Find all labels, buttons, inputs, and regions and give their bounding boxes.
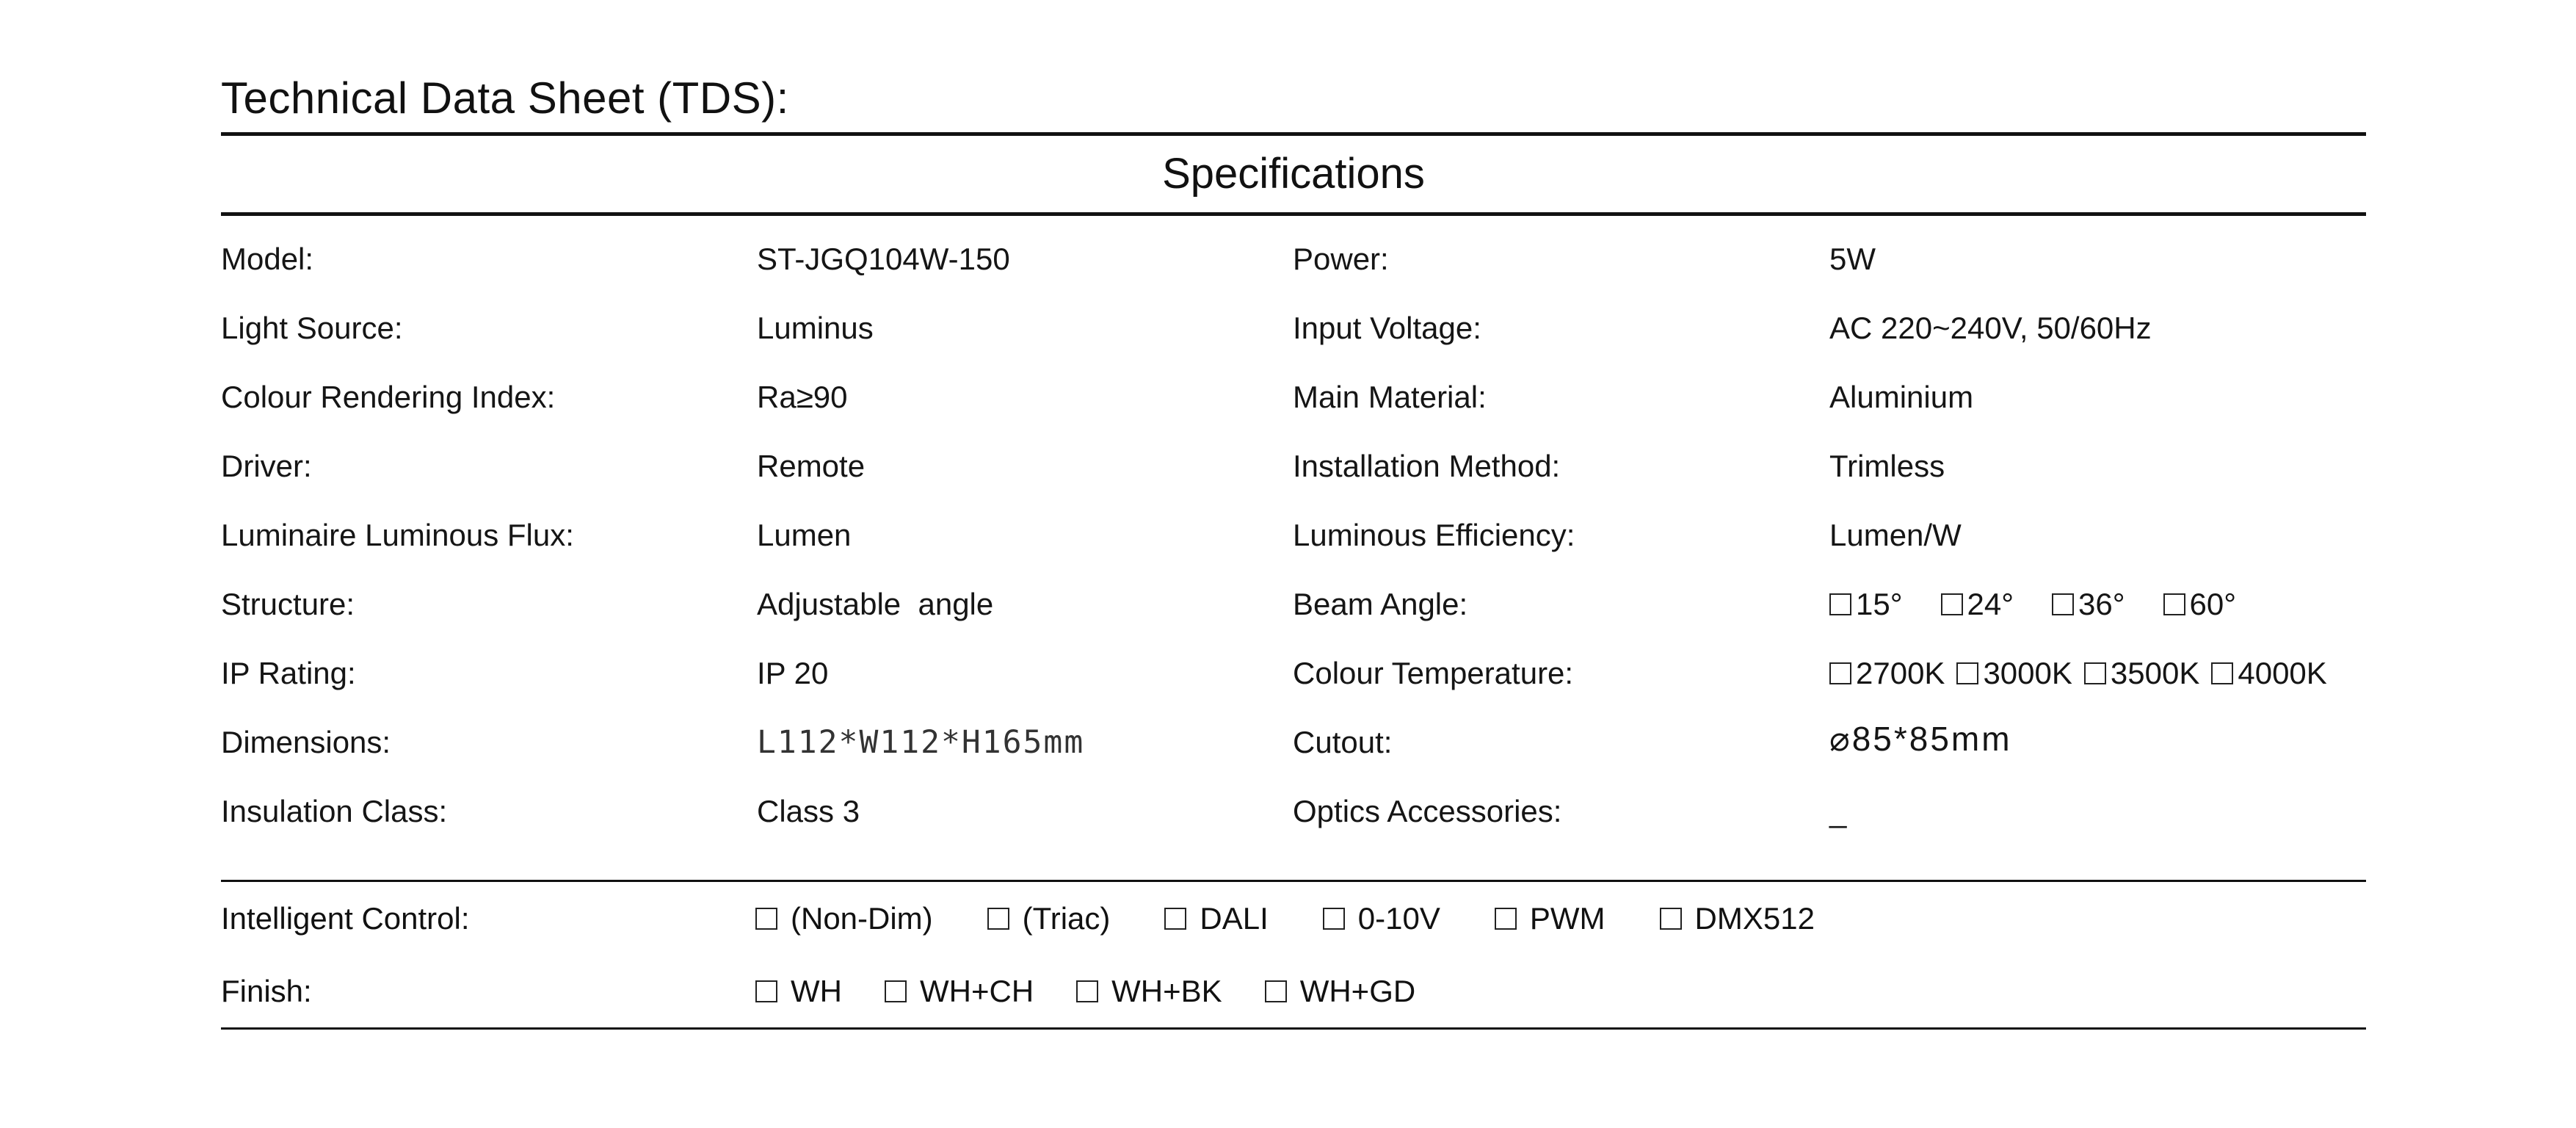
spec-value-luminous-flux: Lumen <box>757 518 852 552</box>
option-label: 36° <box>2078 587 2125 621</box>
finish-option-wh-ch[interactable] <box>885 974 1034 1009</box>
spec-label-main-material: Main Material: <box>1293 380 1487 414</box>
spec-value-insulation-class: Class 3 <box>757 794 860 828</box>
option-label: WH+CH <box>919 974 1034 1008</box>
intelligent-control-row <box>221 882 2366 955</box>
finish-option-wh[interactable] <box>755 974 842 1009</box>
spec-value-cri: Ra≥90 <box>757 380 848 414</box>
heading-divider <box>221 212 2366 216</box>
option-label: 4000K <box>2238 656 2327 690</box>
checkbox[interactable] <box>2084 662 2106 684</box>
control-option-pwm[interactable] <box>1495 901 1606 936</box>
control-option-triac[interactable] <box>987 901 1111 936</box>
spec-value-structure: Adjustable angle <box>757 587 994 621</box>
colour-temperature-options <box>1829 639 2366 708</box>
option-label: 15° <box>1856 587 1903 621</box>
finish-option-wh-bk[interactable] <box>1076 974 1222 1009</box>
spec-value-power: 5W <box>1829 242 1876 276</box>
specifications-heading: Specifications <box>1162 150 1425 198</box>
spec-value-cutout: ⌀85*85mm <box>1829 720 2012 758</box>
finish-options <box>755 974 1415 1009</box>
checkbox[interactable] <box>1941 593 1963 615</box>
beam-angle-option[interactable] <box>2052 570 2125 639</box>
spec-label-power: Power: <box>1293 242 1389 276</box>
spec-value-luminous-efficiency: Lumen/W <box>1829 518 1962 552</box>
control-option-dmx512[interactable] <box>1660 901 1815 936</box>
spec-value-light-source: Luminus <box>757 311 874 345</box>
spec-value-optics-accessories: _ <box>1829 794 1847 828</box>
colour-temperature-option[interactable] <box>1829 639 1945 708</box>
colour-temperature-option[interactable] <box>1956 639 2072 708</box>
option-label: 24° <box>1967 587 2014 621</box>
checkbox[interactable] <box>1323 908 1345 930</box>
control-option-dali[interactable] <box>1164 901 1268 936</box>
checkbox[interactable] <box>1495 908 1517 930</box>
option-label: DMX512 <box>1694 901 1815 936</box>
beam-angle-option[interactable] <box>1941 570 2014 639</box>
spec-value-input-voltage: AC 220~240V, 50/60Hz <box>1829 311 2152 345</box>
control-option-non-dim[interactable] <box>755 901 933 936</box>
finish-option-wh-gd[interactable] <box>1265 974 1416 1009</box>
spec-label-dimensions: Dimensions: <box>221 725 391 759</box>
intelligent-control-options <box>755 901 1815 936</box>
spec-label-installation-method: Installation Method: <box>1293 449 1561 483</box>
spacer <box>221 846 2366 880</box>
option-label: WH+BK <box>1111 974 1222 1008</box>
checkbox[interactable] <box>755 980 777 1002</box>
option-label: 3500K <box>2110 656 2200 690</box>
option-label: WH+GD <box>1299 974 1416 1008</box>
spec-label-colour-temperature: Colour Temperature: <box>1293 656 1574 690</box>
spec-value-driver: Remote <box>757 449 866 483</box>
beam-angle-option[interactable] <box>2163 570 2237 639</box>
technical-data-sheet <box>221 70 2366 1030</box>
colour-temperature-option[interactable] <box>2211 639 2326 708</box>
option-label: 3000K <box>1983 656 2072 690</box>
checkbox[interactable] <box>1164 908 1186 930</box>
option-label: DALI <box>1200 901 1269 936</box>
finish-row <box>221 955 2366 1027</box>
spec-label-ip-rating: IP Rating: <box>221 656 356 690</box>
colour-temperature-option[interactable] <box>2084 639 2199 708</box>
spec-label-cutout: Cutout: <box>1293 725 1393 759</box>
spec-label-model: Model: <box>221 242 314 276</box>
spec-label-structure: Structure: <box>221 587 355 621</box>
finish-label: Finish: <box>221 974 312 1008</box>
checkbox[interactable] <box>2052 593 2074 615</box>
checkbox[interactable] <box>1660 908 1682 930</box>
spec-value-main-material: Aluminium <box>1829 380 1974 414</box>
option-label: 2700K <box>1856 656 1945 690</box>
spec-label-insulation-class: Insulation Class: <box>221 794 448 828</box>
checkbox[interactable] <box>1076 980 1098 1002</box>
option-label: (Triac) <box>1022 901 1111 936</box>
checkbox[interactable] <box>885 980 907 1002</box>
document-title: Technical Data Sheet (TDS): <box>221 73 789 123</box>
checkbox[interactable] <box>1829 662 1851 684</box>
spec-label-light-source: Light Source: <box>221 311 403 345</box>
spec-label-cri: Colour Rendering Index: <box>221 380 556 414</box>
spec-label-luminous-efficiency: Luminous Efficiency: <box>1293 518 1575 552</box>
option-label: 0-10V <box>1357 901 1440 936</box>
spec-label-beam-angle: Beam Angle: <box>1293 587 1468 621</box>
option-label: (Non-Dim) <box>791 901 933 936</box>
checkbox[interactable] <box>1956 662 1978 684</box>
spec-label-luminous-flux: Luminaire Luminous Flux: <box>221 518 574 552</box>
finish-divider-bottom <box>221 1027 2366 1030</box>
checkbox[interactable] <box>2163 593 2185 615</box>
checkbox[interactable] <box>987 908 1009 930</box>
spec-label-optics-accessories: Optics Accessories: <box>1293 794 1562 828</box>
checkbox[interactable] <box>2211 662 2233 684</box>
option-label: WH <box>791 974 842 1008</box>
checkbox[interactable] <box>1265 980 1287 1002</box>
spec-value-dimensions: L112*W112*H165mm <box>757 724 1085 761</box>
spec-table <box>221 225 2366 846</box>
spec-value-ip-rating: IP 20 <box>757 656 829 690</box>
intelligent-control-label: Intelligent Control: <box>221 901 470 936</box>
option-label: PWM <box>1529 901 1606 936</box>
checkbox[interactable] <box>1829 593 1851 615</box>
checkbox[interactable] <box>755 908 777 930</box>
spec-label-driver: Driver: <box>221 449 312 483</box>
beam-angle-option[interactable] <box>1829 570 1903 639</box>
beam-angle-options <box>1829 570 2366 639</box>
spec-value-installation-method: Trimless <box>1829 449 1945 483</box>
control-option-0-10v[interactable] <box>1323 901 1440 936</box>
spec-value-model: ST-JGQ104W-150 <box>757 242 1010 276</box>
spec-label-input-voltage: Input Voltage: <box>1293 311 1481 345</box>
option-label: 60° <box>2189 587 2237 621</box>
